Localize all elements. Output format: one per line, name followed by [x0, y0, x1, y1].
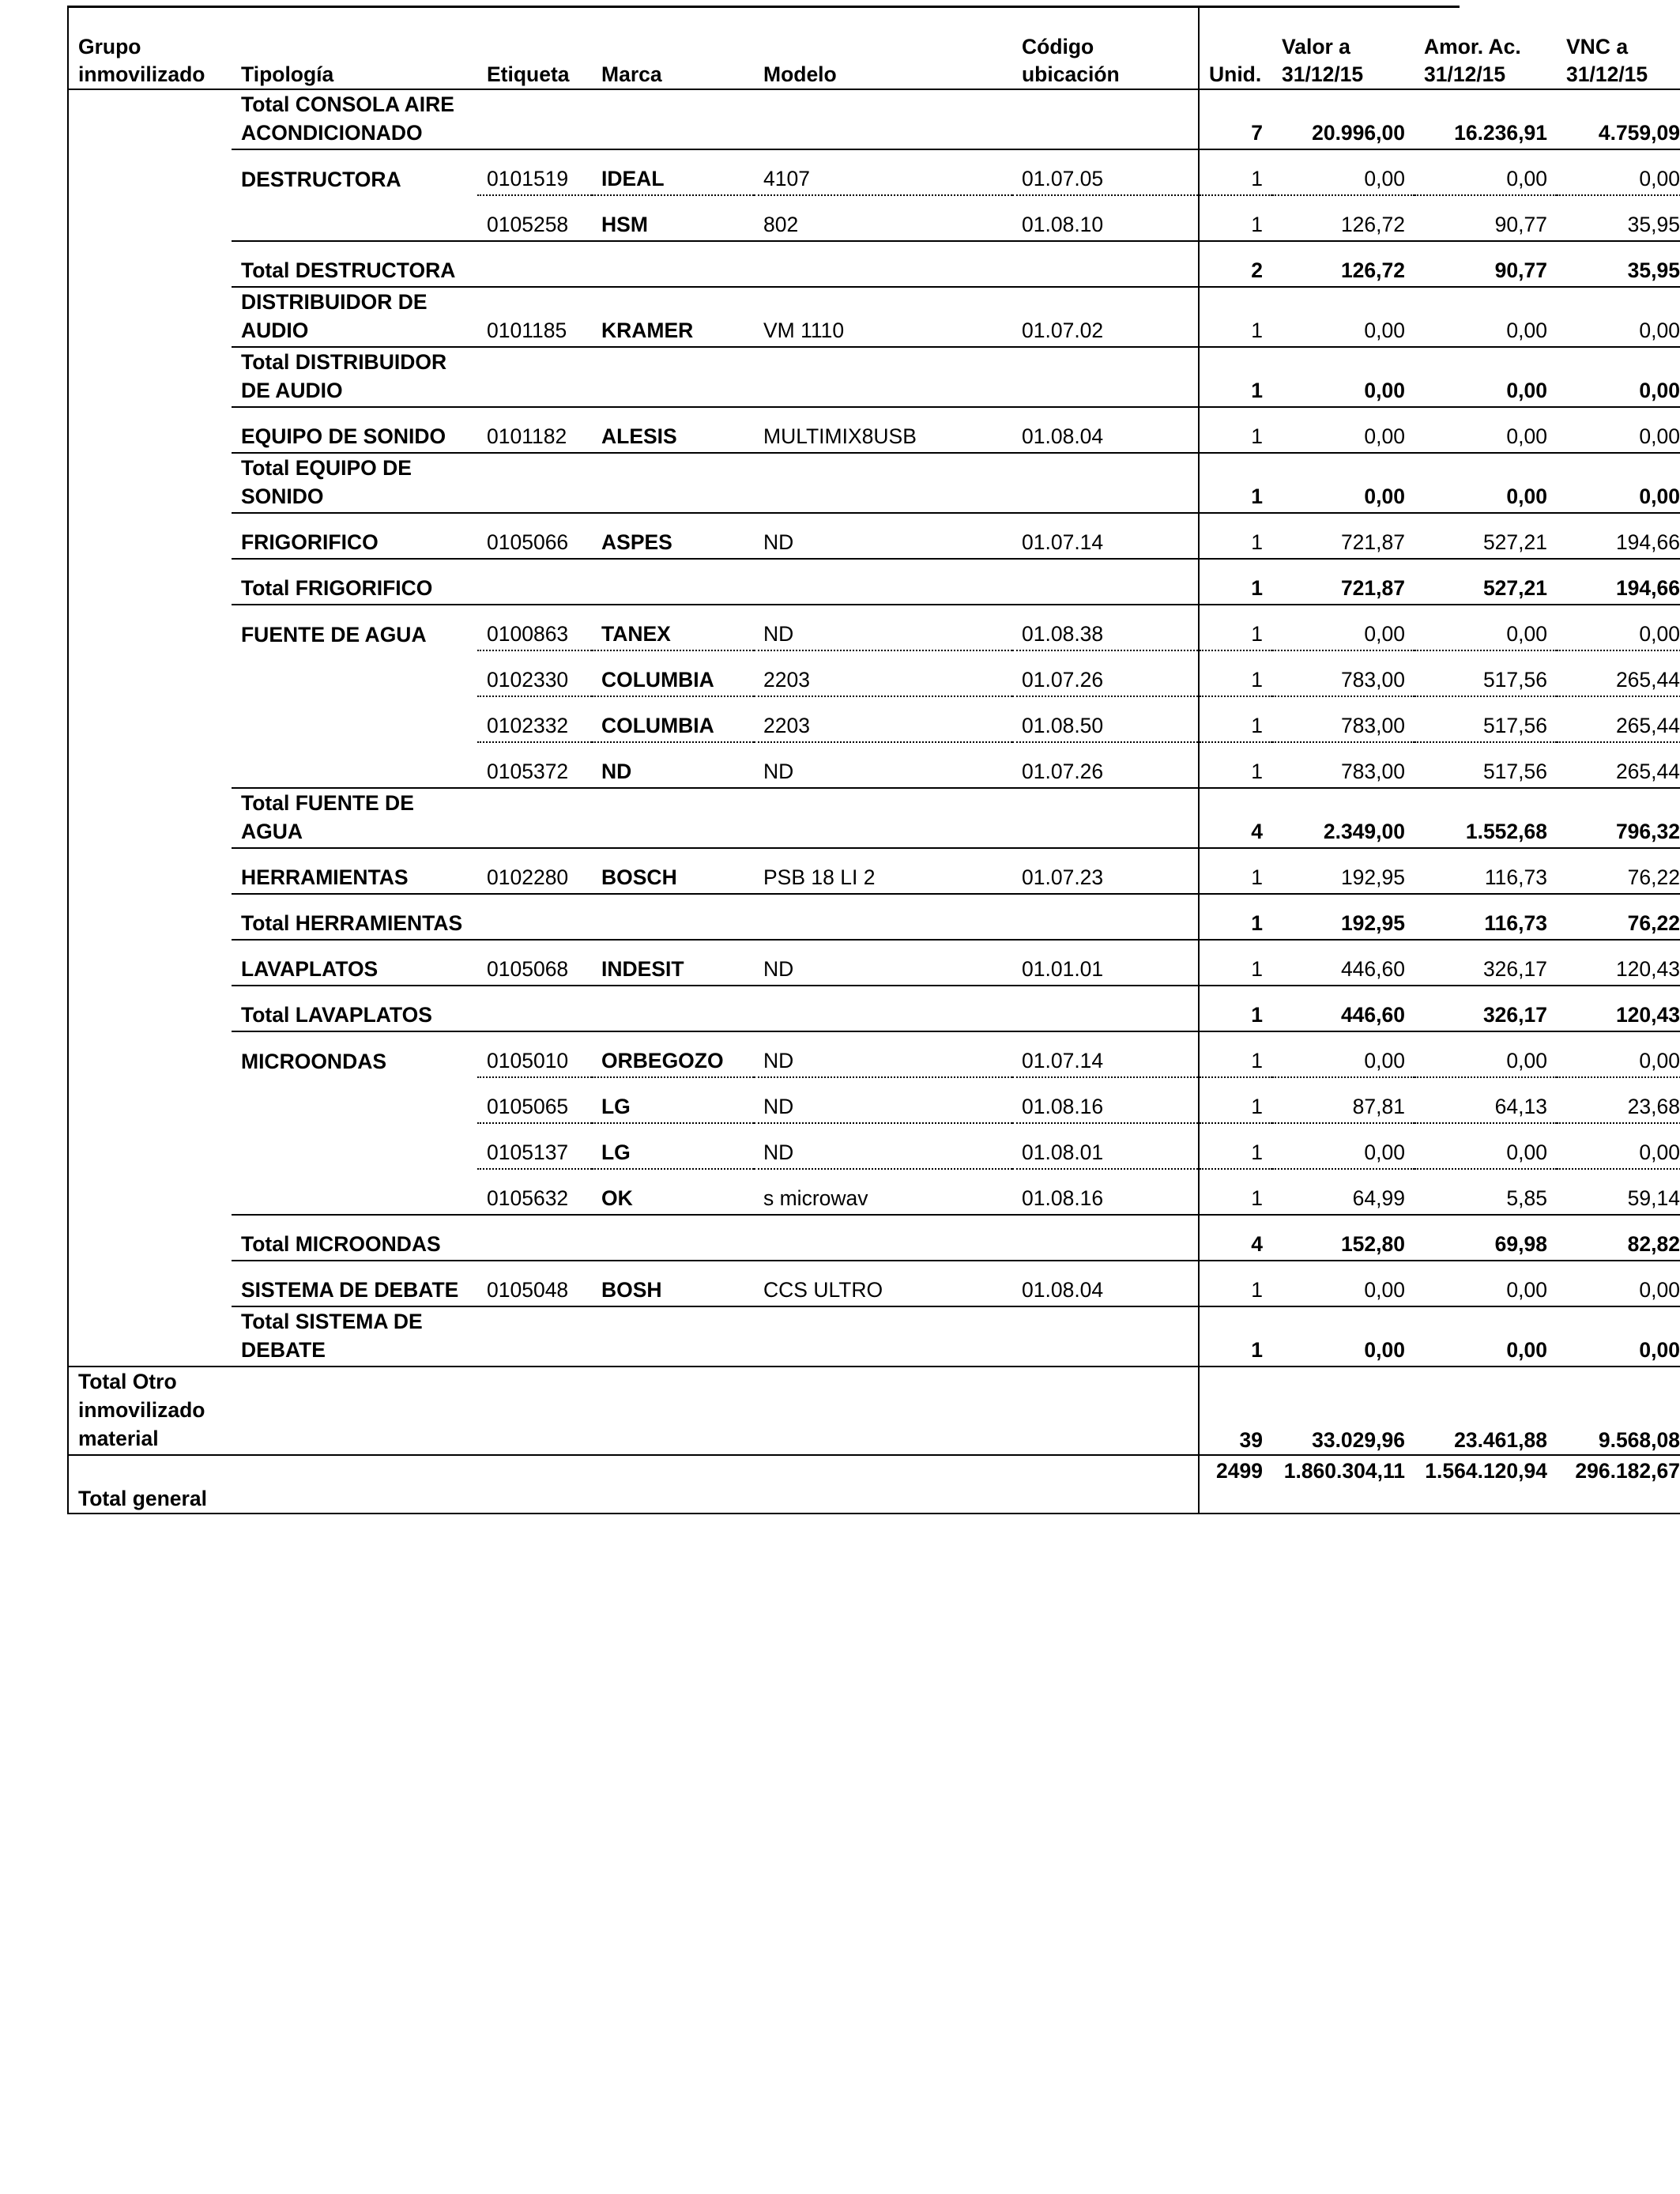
modelo-cell: s microwav	[754, 1169, 1012, 1215]
modelo-cell: ND	[754, 742, 1012, 788]
grupo-cell	[68, 986, 232, 1031]
subtotal-label	[232, 453, 1199, 513]
subtotal-label-text: Total MICROONDAS	[241, 1232, 441, 1256]
subtotal-row	[68, 241, 1680, 287]
etiqueta-cell: 0105372	[477, 742, 592, 788]
vnc-cell: 0,00	[1557, 605, 1680, 650]
modelo-cell: ND	[754, 605, 1012, 650]
modelo-cell: 802	[754, 195, 1012, 241]
etiqueta-cell: 0102330	[477, 650, 592, 696]
modelo-cell: ND	[754, 1123, 1012, 1169]
table-row	[68, 848, 1680, 894]
subtotal-label	[232, 241, 1199, 287]
general-total-amor: 1.564.120,94	[1414, 1455, 1557, 1514]
amor-cell: 116,73	[1414, 848, 1557, 894]
subtotal-vnc: 0,00	[1557, 453, 1680, 513]
tipologia-cell	[232, 742, 477, 788]
marca-cell: COLUMBIA	[592, 696, 754, 742]
subtotal-label-text: Total LAVAPLATOS	[241, 1003, 432, 1027]
vnc-cell: 0,00	[1557, 287, 1680, 347]
header-codigo: Código ubicación	[1012, 6, 1199, 89]
unid-cell: 1	[1199, 1261, 1272, 1306]
subtotal-label-text: Total SISTEMA DE DEBATE	[241, 1310, 423, 1362]
marca-cell: KRAMER	[592, 287, 754, 347]
modelo-cell: CCS ULTRO	[754, 1261, 1012, 1306]
codigo-cell: 01.07.05	[1012, 149, 1199, 195]
general-total-unid: 2499	[1199, 1455, 1272, 1514]
modelo-cell: 2203	[754, 650, 1012, 696]
grupo-cell	[68, 1031, 232, 1077]
tipologia-cell: HERRAMIENTAS	[241, 865, 409, 889]
subtotal-valor: 721,87	[1272, 559, 1414, 605]
subtotal-unid: 1	[1199, 453, 1272, 513]
amor-cell: 0,00	[1414, 149, 1557, 195]
valor-cell: 783,00	[1272, 650, 1414, 696]
group-total-label	[68, 1367, 1199, 1455]
etiqueta-cell: 0102280	[477, 848, 592, 894]
table-row	[68, 1123, 1680, 1169]
table-row	[68, 513, 1680, 559]
valor-cell: 87,81	[1272, 1077, 1414, 1123]
grupo-cell	[68, 848, 232, 894]
table-row	[68, 1169, 1680, 1215]
etiqueta-cell: 0105137	[477, 1123, 592, 1169]
general-total-valor: 1.860.304,11	[1272, 1455, 1414, 1514]
codigo-cell: 01.08.50	[1012, 696, 1199, 742]
subtotal-label	[232, 894, 1199, 940]
valor-cell: 0,00	[1272, 407, 1414, 453]
unid-cell: 1	[1199, 650, 1272, 696]
tipologia-cell: MICROONDAS	[241, 1050, 387, 1073]
subtotal-label	[232, 89, 1199, 149]
subtotal-vnc: 82,82	[1557, 1215, 1680, 1261]
amor-cell: 517,56	[1414, 696, 1557, 742]
amor-cell: 90,77	[1414, 195, 1557, 241]
etiqueta-cell: 0105065	[477, 1077, 592, 1123]
tipologia-cell: DISTRIBUIDOR DE AUDIO	[241, 290, 428, 342]
amor-cell: 517,56	[1414, 650, 1557, 696]
vnc-cell: 265,44	[1557, 742, 1680, 788]
marca-cell: BOSCH	[592, 848, 754, 894]
marca-cell: ND	[592, 742, 754, 788]
group-total-amor: 23.461,88	[1414, 1367, 1557, 1455]
grupo-cell	[68, 149, 232, 195]
tipologia-cell	[232, 650, 477, 696]
unid-cell: 1	[1199, 696, 1272, 742]
header-amor: Amor. Ac. 31/12/15	[1414, 6, 1557, 89]
unid-cell: 1	[1199, 195, 1272, 241]
subtotal-label	[232, 1215, 1199, 1261]
marca-cell: LG	[592, 1077, 754, 1123]
table-row	[68, 940, 1680, 986]
table-row	[68, 149, 1680, 195]
modelo-cell: ND	[754, 1077, 1012, 1123]
subtotal-row	[68, 453, 1680, 513]
subtotal-label-text: Total FUENTE DE AGUA	[241, 791, 414, 843]
grupo-cell	[68, 696, 232, 742]
subtotal-row	[68, 1215, 1680, 1261]
grupo-cell	[68, 1261, 232, 1306]
codigo-cell: 01.07.14	[1012, 513, 1199, 559]
table-row	[68, 287, 1680, 347]
marca-cell: ASPES	[592, 513, 754, 559]
grupo-cell	[68, 1077, 232, 1123]
grupo-cell	[68, 241, 232, 287]
vnc-cell: 265,44	[1557, 650, 1680, 696]
subtotal-amor: 527,21	[1414, 559, 1557, 605]
group-total-unid: 39	[1199, 1367, 1272, 1455]
marca-cell: COLUMBIA	[592, 650, 754, 696]
grupo-cell	[68, 940, 232, 986]
valor-cell: 0,00	[1272, 1261, 1414, 1306]
etiqueta-cell: 0101185	[477, 287, 592, 347]
etiqueta-cell: 0102332	[477, 696, 592, 742]
codigo-cell: 01.08.01	[1012, 1123, 1199, 1169]
valor-cell: 0,00	[1272, 605, 1414, 650]
grupo-cell	[68, 347, 232, 407]
subtotal-valor: 446,60	[1272, 986, 1414, 1031]
etiqueta-cell: 0105632	[477, 1169, 592, 1215]
codigo-cell: 01.08.16	[1012, 1077, 1199, 1123]
subtotal-label-text: Total DESTRUCTORA	[241, 258, 456, 282]
etiqueta-cell: 0101182	[477, 407, 592, 453]
grupo-cell	[68, 195, 232, 241]
subtotal-row	[68, 89, 1680, 149]
subtotal-valor: 0,00	[1272, 347, 1414, 407]
subtotal-valor: 0,00	[1272, 453, 1414, 513]
subtotal-row	[68, 788, 1680, 848]
subtotal-unid: 7	[1199, 89, 1272, 149]
grupo-cell	[68, 407, 232, 453]
subtotal-vnc: 120,43	[1557, 986, 1680, 1031]
marca-cell: TANEX	[592, 605, 754, 650]
grupo-cell	[68, 650, 232, 696]
codigo-cell: 01.08.16	[1012, 1169, 1199, 1215]
tipologia-cell	[232, 696, 477, 742]
subtotal-vnc: 4.759,09	[1557, 89, 1680, 149]
grupo-cell	[68, 1169, 232, 1215]
grupo-cell	[68, 513, 232, 559]
table-row	[68, 742, 1680, 788]
marca-cell: ORBEGOZO	[592, 1031, 754, 1077]
modelo-cell: PSB 18 LI 2	[754, 848, 1012, 894]
unid-cell: 1	[1199, 1123, 1272, 1169]
tipologia-cell: EQUIPO DE SONIDO	[241, 424, 446, 448]
table-row	[68, 696, 1680, 742]
group-total-valor: 33.029,96	[1272, 1367, 1414, 1455]
grupo-cell	[68, 287, 232, 347]
tipologia-cell	[232, 1077, 477, 1123]
modelo-cell: VM 1110	[754, 287, 1012, 347]
table-row	[68, 1261, 1680, 1306]
header-vnc: VNC a 31/12/15	[1557, 6, 1680, 89]
marca-cell: BOSH	[592, 1261, 754, 1306]
subtotal-unid: 1	[1199, 1306, 1272, 1367]
vnc-cell: 76,22	[1557, 848, 1680, 894]
valor-cell: 192,95	[1272, 848, 1414, 894]
table-row	[68, 1031, 1680, 1077]
unid-cell: 1	[1199, 940, 1272, 986]
codigo-cell: 01.07.23	[1012, 848, 1199, 894]
subtotal-label	[232, 559, 1199, 605]
grupo-cell	[68, 1123, 232, 1169]
marca-cell: INDESIT	[592, 940, 754, 986]
subtotal-row	[68, 559, 1680, 605]
marca-cell: IDEAL	[592, 149, 754, 195]
valor-cell: 126,72	[1272, 195, 1414, 241]
inventory-table	[67, 6, 1680, 1514]
subtotal-label	[232, 1306, 1199, 1367]
header-valor: Valor a 31/12/15	[1272, 6, 1414, 89]
tipologia-cell: FRIGORIFICO	[241, 530, 379, 554]
valor-cell: 0,00	[1272, 287, 1414, 347]
subtotal-amor: 0,00	[1414, 453, 1557, 513]
subtotal-amor: 116,73	[1414, 894, 1557, 940]
amor-cell: 0,00	[1414, 1123, 1557, 1169]
grupo-cell	[68, 788, 232, 848]
subtotal-valor: 0,00	[1272, 1306, 1414, 1367]
subtotal-label	[232, 986, 1199, 1031]
vnc-cell: 0,00	[1557, 1031, 1680, 1077]
header-grupo: Grupo inmovilizado	[68, 6, 232, 89]
etiqueta-cell: 0105010	[477, 1031, 592, 1077]
marca-cell: OK	[592, 1169, 754, 1215]
grupo-cell	[68, 89, 232, 149]
header-etiqueta: Etiqueta	[477, 6, 592, 89]
amor-cell: 0,00	[1414, 1031, 1557, 1077]
codigo-cell: 01.07.14	[1012, 1031, 1199, 1077]
table-row	[68, 1077, 1680, 1123]
subtotal-vnc: 76,22	[1557, 894, 1680, 940]
valor-cell: 0,00	[1272, 149, 1414, 195]
amor-cell: 0,00	[1414, 407, 1557, 453]
subtotal-valor: 20.996,00	[1272, 89, 1414, 149]
grupo-cell	[68, 453, 232, 513]
amor-cell: 0,00	[1414, 1261, 1557, 1306]
tipologia-cell	[232, 1123, 477, 1169]
subtotal-amor: 1.552,68	[1414, 788, 1557, 848]
group-total-label-text: Total Otro inmovilizado material	[78, 1370, 205, 1450]
etiqueta-cell: 0100863	[477, 605, 592, 650]
general-total-row	[68, 1455, 1680, 1514]
codigo-cell: 01.07.26	[1012, 650, 1199, 696]
modelo-cell: ND	[754, 940, 1012, 986]
grupo-cell	[68, 894, 232, 940]
modelo-cell: 4107	[754, 149, 1012, 195]
subtotal-valor: 192,95	[1272, 894, 1414, 940]
etiqueta-cell: 0105066	[477, 513, 592, 559]
subtotal-unid: 4	[1199, 788, 1272, 848]
subtotal-vnc: 194,66	[1557, 559, 1680, 605]
vnc-cell: 265,44	[1557, 696, 1680, 742]
subtotal-unid: 1	[1199, 986, 1272, 1031]
table-row	[68, 605, 1680, 650]
codigo-cell: 01.08.10	[1012, 195, 1199, 241]
codigo-cell: 01.01.01	[1012, 940, 1199, 986]
subtotal-vnc: 0,00	[1557, 1306, 1680, 1367]
subtotal-unid: 1	[1199, 347, 1272, 407]
header-modelo: Modelo	[754, 6, 1012, 89]
subtotal-valor: 2.349,00	[1272, 788, 1414, 848]
subtotal-unid: 1	[1199, 894, 1272, 940]
etiqueta-cell: 0105048	[477, 1261, 592, 1306]
amor-cell: 326,17	[1414, 940, 1557, 986]
tipologia-cell: LAVAPLATOS	[241, 957, 379, 981]
unid-cell: 1	[1199, 742, 1272, 788]
subtotal-amor: 326,17	[1414, 986, 1557, 1031]
group-total-row	[68, 1367, 1680, 1455]
tipologia-cell: FUENTE DE AGUA	[241, 623, 427, 647]
codigo-cell: 01.07.02	[1012, 287, 1199, 347]
subtotal-amor: 0,00	[1414, 347, 1557, 407]
unid-cell: 1	[1199, 1031, 1272, 1077]
header-tipologia: Tipología	[232, 6, 477, 89]
subtotal-valor: 126,72	[1272, 241, 1414, 287]
amor-cell: 527,21	[1414, 513, 1557, 559]
unid-cell: 1	[1199, 287, 1272, 347]
vnc-cell: 35,95	[1557, 195, 1680, 241]
subtotal-label-text: Total EQUIPO DE SONIDO	[241, 456, 412, 508]
table-row	[68, 195, 1680, 241]
unid-cell: 1	[1199, 149, 1272, 195]
etiqueta-cell: 0101519	[477, 149, 592, 195]
modelo-cell: 2203	[754, 696, 1012, 742]
unid-cell: 1	[1199, 407, 1272, 453]
header-unid: Unid.	[1199, 6, 1272, 89]
marca-cell: LG	[592, 1123, 754, 1169]
vnc-cell: 23,68	[1557, 1077, 1680, 1123]
valor-cell: 783,00	[1272, 742, 1414, 788]
amor-cell: 5,85	[1414, 1169, 1557, 1215]
grupo-cell	[68, 742, 232, 788]
vnc-cell: 0,00	[1557, 1261, 1680, 1306]
subtotal-row	[68, 1306, 1680, 1367]
grupo-cell	[68, 1215, 232, 1261]
subtotal-label-text: Total HERRAMIENTAS	[241, 911, 463, 935]
vnc-cell: 0,00	[1557, 149, 1680, 195]
tipologia-cell: DESTRUCTORA	[241, 168, 401, 191]
amor-cell: 64,13	[1414, 1077, 1557, 1123]
subtotal-label-text: Total CONSOLA AIRE ACONDICIONADO	[241, 92, 454, 145]
vnc-cell: 0,00	[1557, 1123, 1680, 1169]
subtotal-label	[232, 347, 1199, 407]
tipologia-cell	[232, 1169, 477, 1215]
subtotal-row	[68, 894, 1680, 940]
unid-cell: 1	[1199, 1077, 1272, 1123]
subtotal-label-text: Total DISTRIBUIDOR DE AUDIO	[241, 350, 447, 402]
modelo-cell: ND	[754, 1031, 1012, 1077]
general-total-vnc: 296.182,67	[1557, 1455, 1680, 1514]
marca-cell: ALESIS	[592, 407, 754, 453]
subtotal-vnc: 796,32	[1557, 788, 1680, 848]
general-total-label: Total general	[68, 1455, 1199, 1514]
valor-cell: 0,00	[1272, 1123, 1414, 1169]
tipologia-cell: SISTEMA DE DEBATE	[241, 1278, 459, 1302]
modelo-cell: MULTIMIX8USB	[754, 407, 1012, 453]
table-row	[68, 650, 1680, 696]
codigo-cell: 01.08.04	[1012, 1261, 1199, 1306]
valor-cell: 0,00	[1272, 1031, 1414, 1077]
etiqueta-cell: 0105068	[477, 940, 592, 986]
modelo-cell: ND	[754, 513, 1012, 559]
subtotal-row	[68, 347, 1680, 407]
marca-cell: HSM	[592, 195, 754, 241]
unid-cell: 1	[1199, 848, 1272, 894]
subtotal-vnc: 0,00	[1557, 347, 1680, 407]
etiqueta-cell: 0105258	[477, 195, 592, 241]
valor-cell: 783,00	[1272, 696, 1414, 742]
unid-cell: 1	[1199, 513, 1272, 559]
subtotal-amor: 69,98	[1414, 1215, 1557, 1261]
codigo-cell: 01.07.26	[1012, 742, 1199, 788]
subtotal-label	[232, 788, 1199, 848]
amor-cell: 0,00	[1414, 605, 1557, 650]
amor-cell: 517,56	[1414, 742, 1557, 788]
header-marca: Marca	[592, 6, 754, 89]
subtotal-unid: 4	[1199, 1215, 1272, 1261]
vnc-cell: 120,43	[1557, 940, 1680, 986]
valor-cell: 721,87	[1272, 513, 1414, 559]
valor-cell: 446,60	[1272, 940, 1414, 986]
grupo-cell	[68, 1306, 232, 1367]
vnc-cell: 59,14	[1557, 1169, 1680, 1215]
codigo-cell: 01.08.38	[1012, 605, 1199, 650]
subtotal-amor: 90,77	[1414, 241, 1557, 287]
subtotal-unid: 2	[1199, 241, 1272, 287]
valor-cell: 64,99	[1272, 1169, 1414, 1215]
subtotal-label-text: Total FRIGORIFICO	[241, 576, 433, 600]
tipologia-cell	[232, 195, 477, 241]
group-total-vnc: 9.568,08	[1557, 1367, 1680, 1455]
subtotal-vnc: 35,95	[1557, 241, 1680, 287]
amor-cell: 0,00	[1414, 287, 1557, 347]
subtotal-valor: 152,80	[1272, 1215, 1414, 1261]
grupo-cell	[68, 605, 232, 650]
table-row	[68, 407, 1680, 453]
vnc-cell: 0,00	[1557, 407, 1680, 453]
subtotal-row	[68, 986, 1680, 1031]
subtotal-amor: 0,00	[1414, 1306, 1557, 1367]
header-row	[68, 6, 1680, 89]
unid-cell: 1	[1199, 605, 1272, 650]
codigo-cell: 01.08.04	[1012, 407, 1199, 453]
subtotal-amor: 16.236,91	[1414, 89, 1557, 149]
subtotal-unid: 1	[1199, 559, 1272, 605]
grupo-cell	[68, 559, 232, 605]
unid-cell: 1	[1199, 1169, 1272, 1215]
vnc-cell: 194,66	[1557, 513, 1680, 559]
